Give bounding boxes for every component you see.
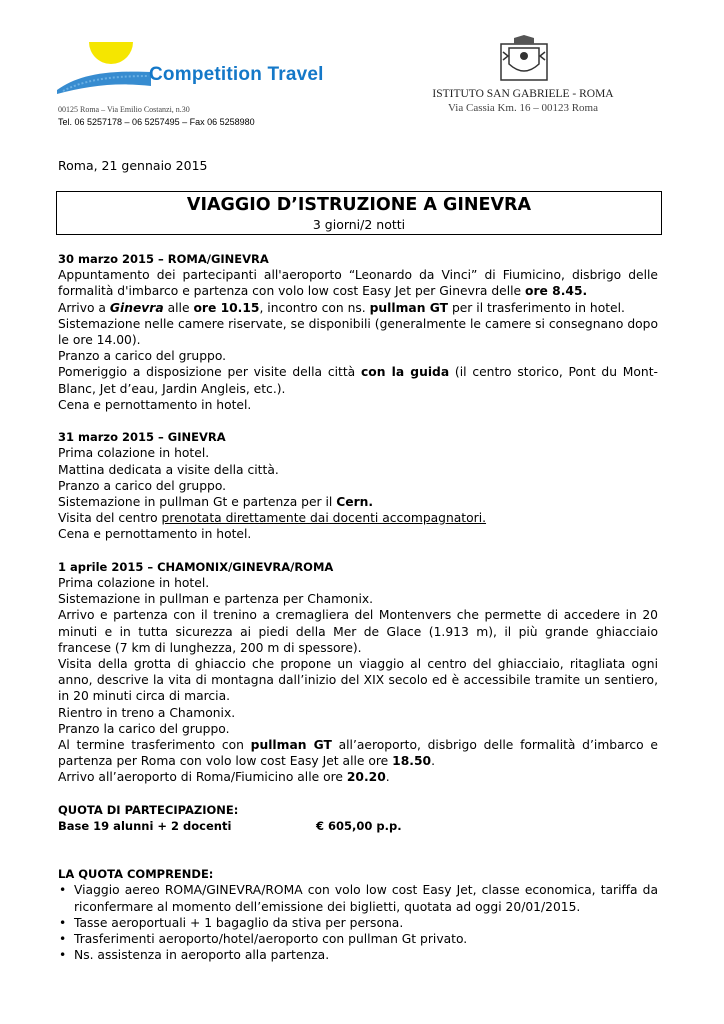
day-3-paragraph: Prima colazione in hotel. (58, 576, 210, 591)
day-3-paragraph: Sistemazione in pullman e partenza per Chamonix. (58, 592, 374, 607)
day-2-paragraph: Prima colazione in hotel. (58, 446, 210, 461)
page-title: VIAGGIO D’ISTRUZIONE A GINEVRA (186, 195, 532, 215)
brand-name: Competition Travel (149, 64, 324, 85)
day-1-paragraph: Cena e pernottamento in hotel. (58, 397, 252, 412)
itinerary (58, 251, 658, 963)
agency-phones: Tel. 06 5257178 – 06 5257495 – Fax 06 5258980 (58, 117, 255, 127)
list-item: • Trasferimenti aeroporto/hotel/aeroporto con pullman Gt privato. (59, 932, 468, 947)
bullet-icon: • (59, 948, 67, 963)
day-3-paragraph: Rientro in treno a Chamonix. (58, 705, 236, 720)
day-1-paragraph: Sistemazione nelle camere riservate, se disponibili (generalmente le camere si consegnano dopo le ore 14.00). (58, 316, 658, 348)
day-3-paragraph: Visita della grotta di ghiaccio che propone un viaggio al centro del ghiacciaio, ritagliata ogni anno, descrive la vita di montagna dall’inizio del XIX secolo ed è accessibile tramite un sentiero, in 20 minuti circa di marcia. (58, 657, 658, 704)
day-2 (58, 429, 658, 542)
day-2-header: 31 marzo 2015 – GINEVRA (58, 430, 226, 445)
bullet-icon: • (59, 883, 67, 898)
letter-date: Roma, 21 gennaio 2015 (58, 158, 208, 173)
bullet-icon: • (59, 915, 67, 930)
day-1-paragraph: Pomeriggio a disposizione per visite della città con la guida (il centro storico, Pont du Mont-Blanc, Jet d’eau, Jardin Angleis, etc.). (58, 365, 658, 396)
page-subtitle: 3 giorni/2 notti (312, 217, 406, 232)
day-1-header: 30 marzo 2015 – ROMA/GINEVRA (58, 252, 269, 266)
wave-logo-icon (57, 64, 151, 94)
institute-address: Via Cassia Km. 16 – 00123 Roma (448, 102, 598, 114)
quote-row (58, 818, 658, 834)
day-1-paragraph: Appuntamento dei partecipanti all'aeroporto “Leonardo da Vinci” di Fiumicino, disbrigo delle formalità d'imbarco e partenza con volo low cost Easy Jet per Ginevra delle ore 8.45. (58, 268, 658, 299)
day-2-paragraph: Visita del centro prenotata direttamente dai docenti accompagnatori. (58, 511, 487, 526)
quote-title: QUOTA DI PARTECIPAZIONE: (58, 802, 239, 817)
includes-list (58, 882, 658, 963)
day-3-paragraph: Pranzo la carico del gruppo. (58, 721, 230, 736)
day-2-paragraph: Pranzo a carico del gruppo. (58, 478, 227, 493)
day-3-paragraph: Arrivo all’aeroporto di Roma/Fiumicino alle ore 20.20. (58, 770, 390, 785)
list-item: • Ns. assistenza in aeroporto alla partenza. (59, 948, 330, 963)
day-3-paragraph: Al termine trasferimento con pullman GT all’aeroporto, disbrigo delle formalità d’imbarco e partenza per Roma con volo low cost Easy Jet alle ore 18.50. (58, 738, 658, 769)
day-1-paragraph: Pranzo a carico del gruppo. (58, 349, 227, 364)
title-box (56, 191, 662, 235)
list-item: • Viaggio aereo ROMA/GINEVRA/ROMA con volo low cost Easy Jet, classe economica, tariffa da riconfermare al momento dell’emissione dei biglietti, quotata ad oggi 20/01/2015. (59, 883, 658, 914)
day-3 (58, 559, 658, 786)
day-3-header: 1 aprile 2015 – CHAMONIX/GINEVRA/ROMA (58, 559, 334, 574)
day-2-paragraph: Sistemazione in pullman Gt e partenza per il Cern. (58, 495, 374, 510)
day-3-paragraph: Arrivo e partenza con il trenino a cremagliera del Montenvers che permette di accedere in 20 minuti e in tutta sicurezza ai piedi della Mer de Glace (1.913 m), il più grande ghiacciaio francese (7 km di lunghezza, 200 m di spessore). (58, 608, 658, 655)
agency-address: 00125 Roma – Via Emilio Costanzi, n.30 (58, 105, 190, 114)
quote-price: € 605,00 p.p. (316, 819, 402, 834)
day-2-paragraph: Cena e pernottamento in hotel. (58, 527, 252, 542)
institute-crest-icon (499, 34, 549, 82)
day-2-paragraph: Mattina dedicata a visite della città. (58, 462, 279, 477)
quote-section (58, 802, 658, 834)
institute-name: ISTITUTO SAN GABRIELE - ROMA (432, 88, 614, 100)
includes-title: LA QUOTA COMPRENDE: (58, 867, 214, 882)
day-1 (58, 251, 658, 413)
list-item: • Tasse aeroportuali + 1 bagaglio da stiva per persona. (59, 915, 404, 930)
day-1-paragraph: Arrivo a Ginevra alle ore 10.15, incontro con ns. pullman GT per il trasferimento in hotel. (58, 300, 625, 315)
quote-base: Base 19 alunni + 2 docenti (58, 819, 232, 834)
bullet-icon: • (59, 932, 67, 947)
includes-section (58, 866, 658, 963)
